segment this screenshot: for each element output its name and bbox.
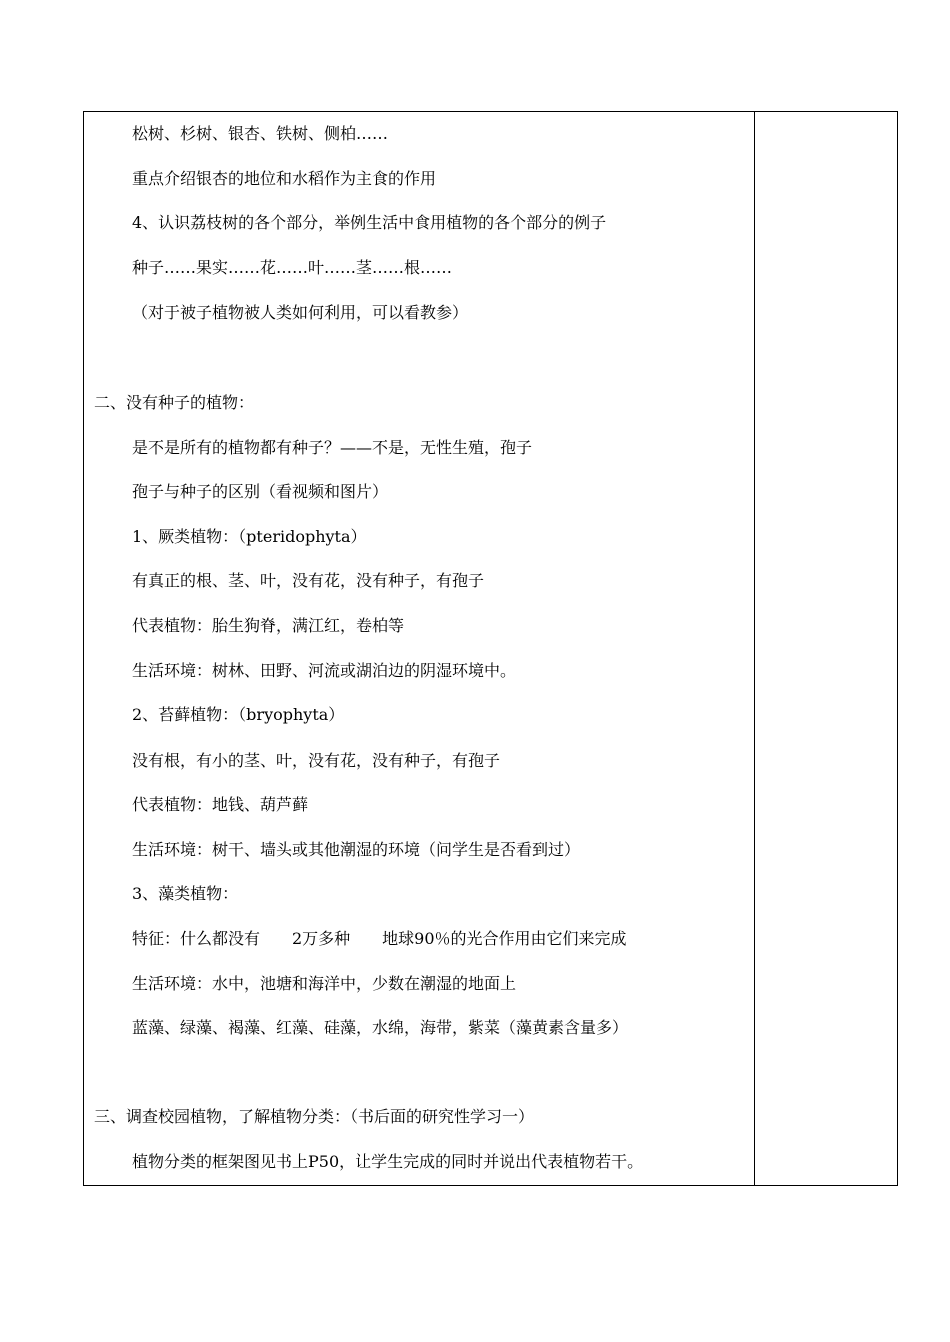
text-line: 孢子与种子的区别（看视频和图片） [132,482,389,501]
text-line: 生活环境：水中，池塘和海洋中，少数在潮湿的地面上 [132,974,517,993]
text-line: （对于被子植物被人类如何利用，可以看教参） [132,303,469,322]
lesson-table [83,111,898,1186]
lesson-content-cell [84,112,754,1185]
text-line: 是不是所有的植物都有种子？——不是，无性生殖，孢子 [132,438,533,457]
text-line: 植物分类的框架图见书上P50，让学生完成的同时并说出代表植物若干。 [132,1152,644,1171]
text-line: 代表植物：胎生狗脊，满江红，卷柏等 [132,616,405,635]
section-heading: 二、没有种子的植物： [94,393,255,412]
text-line: 没有根，有小的茎、叶，没有花，没有种子，有孢子 [132,751,501,770]
text-line: 特征：什么都没有 2万多种 地球90％的光合作用由它们来完成 [132,929,627,948]
section-heading: 三、调查校园植物，了解植物分类：（书后面的研究性学习一） [94,1107,535,1126]
text-line: 有真正的根、茎、叶，没有花，没有种子，有孢子 [132,571,485,590]
text-line: 4、认识荔枝树的各个部分，举例生活中食用植物的各个部分的例子 [132,213,607,232]
text-line: 代表植物：地钱、葫芦藓 [132,795,309,814]
text-line: 蓝藻、绿藻、褐藻、红藻、硅藻，水绵，海带，紫菜（藻黄素含量多） [132,1018,629,1037]
text-line: 生活环境：树干、墙头或其他潮湿的环境（问学生是否看到过） [132,840,581,859]
notes-cell [755,112,897,1185]
text-line: 3、藻类植物： [132,884,239,903]
text-line: 1、厥类植物：（pteridophyta） [132,527,367,546]
text-line: 生活环境：树林、田野、河流或湖泊边的阴湿环境中。 [132,661,517,680]
text-line: 种子……果实……花……叶……茎……根…… [132,258,453,277]
text-line: 重点介绍银杏的地位和水稻作为主食的作用 [132,169,437,188]
text-line: 松树、杉树、银杏、铁树、侧柏…… [132,124,389,143]
text-line: 2、苔藓植物：（bryophyta） [132,705,345,724]
